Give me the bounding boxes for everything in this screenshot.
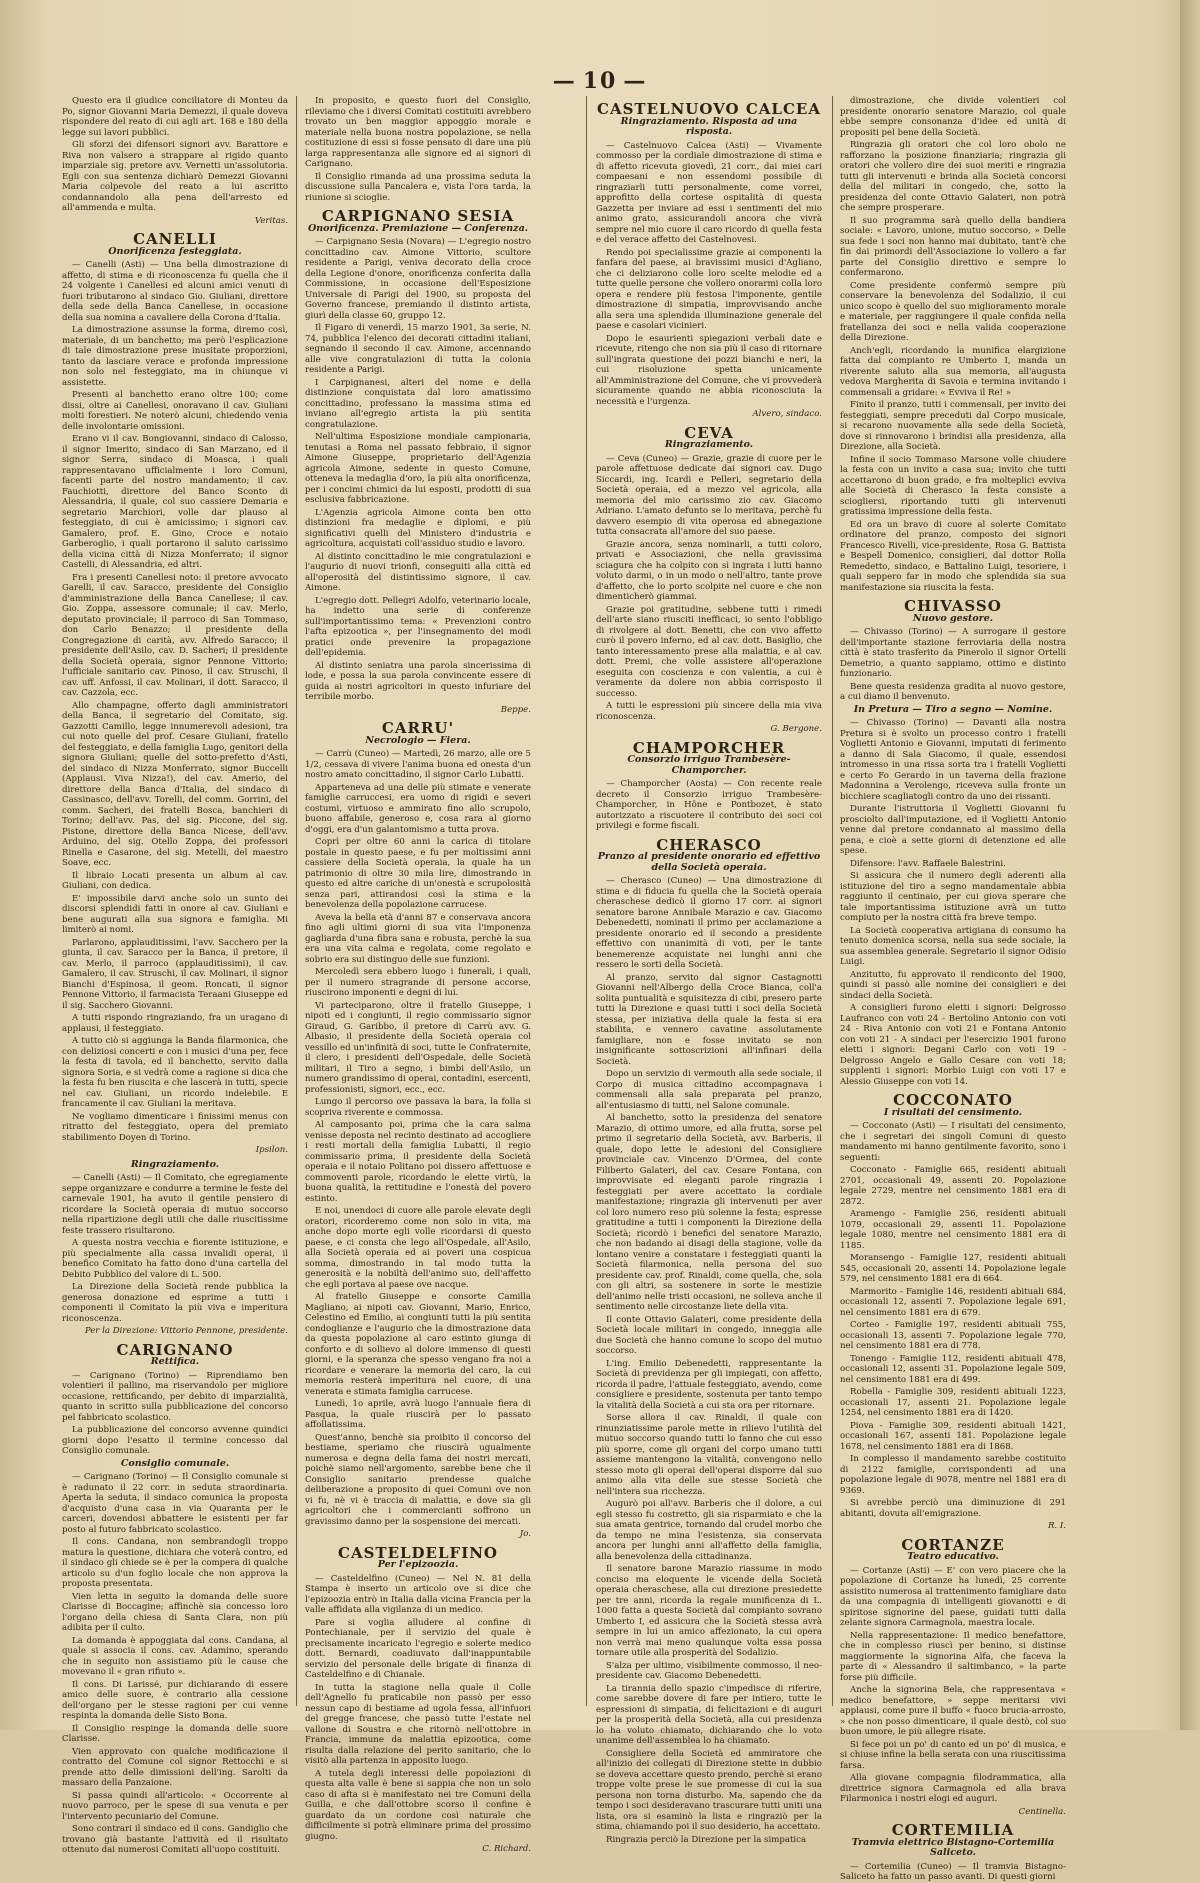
section-subheading: Consiglio comunale. bbox=[120, 1457, 230, 1469]
section-subheading: I risultati del censimento. bbox=[883, 1106, 1023, 1118]
article-paragraph: Ne vogliamo dimenticare i finissimi menus con ritratto del festeggiato, opera del premiato stabilimento Doyen di Torino. bbox=[62, 1111, 288, 1143]
article-paragraph: Dopo un servizio di vermouth alla sede sociale, il Corpo di musica cittadino accompagnava i commensali alla sala preparata pel pranzo, all'entusiasmo di tutti, nel Salone comunale. bbox=[596, 1069, 822, 1111]
section-heading: CANELLI bbox=[133, 230, 217, 248]
section-heading: CASTELDELFINO bbox=[338, 1543, 498, 1562]
article-paragraph: Il senatore barone Marazio riassume in modo conciso ma eloquente le vicende della Società operaia cheraschese, alla cui direzione presiedette per tre anni, ricorda la regale munificenza di L. 1000 fatta a questa Società dal compianto sovrano Umberto I, ed assicura che la Società stessa avrà sempre in lui un amico affezionato, la cui opera non verrà mai meno qualunque volta essa possa tornare utile alla prosperità del Sodalizio. bbox=[596, 1564, 822, 1658]
article-paragraph: — Carpignano Sesia (Novara) — L'egregio nostro concittadino cav. Aimone Vittorio, scultore residente a Parigi, veniva decorato della croce della Legione d'onore, onorificenza conferita dalla Commissione, in occasione dell'Esposizione Universale di Parigi del 1900, su proposta del Governo francese, premiando il distinto artista, giurì della classe 60, gruppo 12. bbox=[305, 237, 531, 321]
article-paragraph: Nella rappresentazione: Il medico benefattore, che in complesso riuscì per benino, si distinse maggiormente la signorina Alfa, che faceva la parte di « Alessandro il saltimbanco, » la parte forse più difficile. bbox=[840, 1630, 1066, 1683]
article-paragraph: Marmorito - Famiglie 146, residenti abituali 684, occasionali 12, assenti 7. Popolazione legale 691, nel censimento 1881 era di 679. bbox=[840, 1286, 1066, 1318]
article-paragraph: Il libraio Locati presenta un album al cav. Giuliani, con dedica. bbox=[62, 870, 288, 891]
article-paragraph: La Direzione della Società rende pubblica la generosa donazione ed esprime a tutti i componenti il Comitato la più viva e imperitura riconoscenza. bbox=[62, 1282, 288, 1324]
article-paragraph: Si fece poi un po' di canto ed un po' di musica, e si chiuse infine la bella serata con una riuscitissima farsa. bbox=[840, 1739, 1066, 1771]
article-paragraph: Rendo poi specialissime grazie ai componenti la fanfara del paese, ai bravissimi musici d'Agliano, che ci deliziarono colle loro scelte melodie ed a tutte quelle persone che vollero onorarmi colla loro opera e rendere più festosa l'imponente, gentile dimostrazione di simpatia, improvvisando anche alla sera una splendida illuminazione generale del paese e casolari vicinieri. bbox=[596, 247, 822, 331]
column-3 bbox=[596, 96, 822, 1845]
section-heading: CARPIGNANO SESIA bbox=[321, 207, 515, 225]
article-paragraph: Nell'ultima Esposizione mondiale campionaria, tenutasi a Roma nel passato febbraio, il signor Aimone Giuseppe, proprietario dell'Agenzia agricola Aimone, sedente in questo Comune, otteneva la medaglia d'oro, la più alta onorificenza, per i concimi chimici da lui esposti, prodotti di sua esclusiva fabbricazione. bbox=[305, 432, 531, 505]
article-paragraph: In tutta la stagione nella quale il Colle dell'Agnello fu praticabile non passò per esso nessun capo di bestiame ad ugola fessa, all'infuori del gregge francese, che passò tutte l'estate nel vallone di Soustra e che ritornò nell'ottobre in Francia, immune da malattia epizootica, come risulta dalla relazione del perito sanitario, che lo visitò alla partenza in apposito luogo. bbox=[305, 1682, 531, 1766]
article-signature: Ipsilon. bbox=[255, 1145, 288, 1155]
article-paragraph: Moransengo - Famiglie 127, residenti abituali 545, occasionali 20, assenti 14. Popolazione legale 579, nel censimento 1881 era di 664. bbox=[840, 1253, 1066, 1284]
article-paragraph: L'egregio dott. Pellegri Adolfo, veterinario locale, ha indetto una serie di conferenze sull'importantissimo tema: « Prevenzioni contro l'afta epizootica », per l'insegnamento dei modi pratici onde prevenire la propagazione dell'epidemia. bbox=[305, 595, 531, 658]
article-paragraph: — Cortanze (Asti) — E' con vero piacere che la popolazione di Cortanze ha lunedì, 25 corrente assistito numerosa al trattenimento famigliare dato da una compagnia di intelligenti giovanotti e di spiritose signorine del paese, guidati tutti dalla zelante signora Carmagnola, maestra locale. bbox=[840, 1565, 1066, 1628]
article-paragraph: — Chivasso (Torino) — Davanti alla nostra Pretura si è svolto un processo contro i fratelli Voglietti Antonio e Giovanni, imputati di ferimento a danno di Sala Giacomo, il quale, essendosi intromesso in una rissa sorta tra i fratelli Voglietti e certo Fo Gerardo in un taverna della frazione Madonnina a Verolengo, riceveva sulla fronte un bicchiere scagliatogli contro da uno dei rissanti. bbox=[840, 718, 1066, 802]
section-heading: CHAMPORCHER bbox=[632, 738, 786, 757]
article-paragraph: Al fratello Giuseppe e consorte Camilla Magliano, ai nipoti cav. Giovanni, Mario, Enrico, Celestino ed Emilio, ai congiunti tutti la più sentita condoglianze e l'augurio che la dimostrazione data da questa popolazione al caro estinto giunga di conforto e di sollievo al dolore immenso di questi giorni, e la speranza che spesso vengano fra noi a ricordare e venerare la memoria del caro, la cui memoria resterà imperitura nel cuore, di una venerata e stimata famiglia carrucese. bbox=[305, 1292, 531, 1397]
article-paragraph: Dopo le esaurienti spiegazioni verbali date e ricevute, ritengo che non sia più il caso di ritornare sull'ingrata questione dei pozzi bianchi e neri, la cui risoluzione spetta unicamente all'Amministrazione del Comune, che vi provvederà sicuramente quando ne abbia riconosciuta la necessità e l'urgenza. bbox=[596, 333, 822, 407]
article-paragraph: Pare si voglia alludere al confine di Pontechianale, per il servizio del quale è precisamente incaricato l'egregio e solerte medico dott. Bernardi, coadiuvato dall'inappuntabile servizio del personale delle brigate di finanza di Casteldelfino e di Chianale. bbox=[305, 1617, 531, 1680]
section-subheading: Nuovo gestore. bbox=[912, 612, 994, 624]
section-heading: CHERASCO bbox=[656, 835, 762, 854]
article-signature: Alvero, sindaco. bbox=[752, 409, 822, 419]
article-paragraph: — Canelli (Asti) — Il Comitato, che egregiamente seppe organizzare e condurre a termine le feste del carnevale 1901, ha avuto il gentile pensiero di ricordare la Società operaia di mutuo soccorso nella ripartizione degli utili che dalle riuscitissime feste trassero risultarono. bbox=[62, 1173, 288, 1236]
article-paragraph: Corteo - Famiglie 197, residenti abituali 755, occasionali 13, assenti 7. Popolazione legale 770, nel censimento 1881 era di 778. bbox=[840, 1320, 1066, 1351]
section-subheading: In Pretura — Tiro a segno — Nomine. bbox=[853, 703, 1053, 715]
article-paragraph: Il Figaro di venerdì, 15 marzo 1901, 3a serie, N. 74, pubblica l'elenco dei decorati cittadini italiani, segnando il secondo il cav. Aimone, accennando alle vive congratulazioni di tutta la colonia residente a Parigi. bbox=[305, 323, 531, 375]
article-paragraph: — Casteldelfino (Cuneo) — Nel N. 81 della Stampa è inserto un articolo ove si dice che l'epizoozia entrò in Italia dalla vicina Francia per la valle affidata alla vigilanza di un medico. bbox=[305, 1573, 531, 1615]
article-paragraph: Il conte Ottavio Galateri, come presidente della Società locale militari in congedo, inneggia alle due Società che hanno comune lo scopo del mutuo soccorso. bbox=[596, 1314, 822, 1356]
article-paragraph: Sono contrari il sindaco ed il cons. Gandiglio che trovano già bastante l'attività ed il risultato ottenuto dai numerosi Comitati all'uopo costituiti. bbox=[62, 1824, 288, 1855]
section-heading: CASTELNUOVO CALCEA bbox=[597, 100, 821, 118]
section-subheading: Ringraziamento. Risposta ad una risposta. bbox=[620, 115, 798, 137]
article-paragraph: A consiglieri furono eletti i signori: Delgrosso Laufranco con voti 24 - Bertolino Antonio con voti 24 - Riva Antonio con voti 21 e Fontana Antonio con voti 21 - A sindaci per l'esercizio 1901 furono eletti i signori: Degani Carlo con voti 19 - Delgrosso Angelo e Gallo Cesare con voti 18; supplenti i signori: Morbio Luigi con voti 17 e Alessio Giuseppe con voti 14. bbox=[840, 1003, 1066, 1087]
article-paragraph: Al banchetto, sotto la presidenza del senatore Marazio, di ottimo umore, ed alla frutta, sorse pel primo il segretario della Società, avv. Barberis, il quale, dopo lette le adesioni del Consigliere provinciale cav. Vincenzo D'Ormea, del conte Filiberto Galateri, del cav. Cesare Fontana, con improvvisate ed eleganti parole ringrazia i festeggiati per avere accettato la cordiale manifestazione; ringrazia gli intervenuti per aver col loro numero reso più solenne la festa; espresse gratitudine a tutti i componenti la Direzione della Società; ricordò i benefici del senatore Marazio, che non badando ai disagi della stagione, volle da lontano venire a constatare i festeggiati quanti la Società filarmonica, nella persona del suo presidente cav. prof. Rinaldi, come quella, che, sola con gli altri, sa sostenere in sorte le mestizie dell'animo nelle tristi occasioni, ne solleva anche il sentimento nelle circostanze liete della vita. bbox=[596, 1113, 822, 1312]
article-signature: G. Bergone. bbox=[770, 724, 822, 734]
column-rule bbox=[586, 96, 587, 1706]
article-paragraph: La domanda è appoggiata dal cons. Candana, al quale si associa il cons. cav. Adamino, sperando che in seguito non assistiamo più le cause che movevano il « gran rifiuto ». bbox=[62, 1635, 288, 1677]
section-subheading: Teatro educativo. bbox=[907, 1551, 999, 1562]
section-subheading: Consorzio irriguo Trambesère-Champorcher. bbox=[627, 754, 791, 776]
article-paragraph: La dimostrazione assunse la forma, diremo così, materiale, di un banchetto; ma però l'esplicazione di tale dimostrazione prese inusitate proporzioni, tanto da lasciare verace e profonda impressione non solo nel festeggiato, ma in chiunque vi assistette. bbox=[62, 325, 288, 388]
article-paragraph: Vi parteciparono, oltre il fratello Giuseppe, i nipoti ed i congiunti, il regio commissario signor Giraud, G. Garibbo, il pretore di Carrù avv. G. Albasio, il presidente della Società operaia col vessillo ed un'infinità di soci, tutte le Confraternite, il clero, i presidenti dell'Ospedale, delle Società militari, il Tiro a segno, i bimbi dell'Asilo, un numero grandissimo di operai, contadini, esercenti, professionisti, signori, ecc., ecc. bbox=[305, 1000, 531, 1095]
article-paragraph: — Chivasso (Torino) — A surrogare il gestore dell'importante stazione ferroviaria della nostra città è stato trasferito da Pinerolo il signor Ortelli Demetrio, a quanto sappiamo, ottimo e distinto funzionario. bbox=[840, 627, 1066, 679]
article-paragraph: — Ceva (Cuneo) — Grazie, grazie di cuore per le parole affettuose dedicate dai signori cav. Dugo Siccardi, ing. Icardi e Pelleri, segretario della Società operaia, ed a mezzo vel agricola, alla memoria del mio carissimo zio cav. Giacomo Adriano. L'amato defunto se lo meritava, perchè fu davvero esempio di vita operosa ed abnegazione tutta consacrata all'amore del suo paese. bbox=[596, 453, 822, 537]
article-paragraph: Grazie poi gratitudine, sebbene tutti i rimedi dell'arte siano riusciti inefficaci, io sento l'obbligo di rivolgere al dott. Benetti, che con vivo affetto curò il povero inferno, ed al cav. dott. Basiglio, che tanto interessamento prese alla malattia, e al cav. dott. Premi, che volle assistere all'operazione eseguita con coscienza e con valentia, a cui è veramente da dolere non abbia corrisposto il successo. bbox=[596, 604, 822, 699]
article-paragraph: La pubblicazione del concorso avvenne quindici giorni dopo l'esatto il termine concesso dal Consiglio comunale. bbox=[62, 1425, 288, 1456]
article-paragraph: Aveva la bella età d'anni 87 e conservava ancora fino agli ultimi giorni di sua vita l'imponenza gagliarda d'una fibra sana e robusta, perchè la sua era una vita calma e regolata, come regolato e sobrio era sui distinguo delle sue funzioni. bbox=[305, 912, 531, 965]
article-signature: Beppe. bbox=[500, 704, 531, 715]
section-subheading: Ringraziamento. bbox=[664, 439, 754, 450]
article-paragraph: Consigliere della Società ed ammiratore che all'inizio dei collegati di Direzione stette in dubbio se doveva accettare questo prendo, perchè si erano troppe volte prese le sue promesse di cui la sua persona non torna disturbo. Ma, sapendo che da tempo i soci desideravano trascurare tutti uniti una lista, ora si esaminò la lista e ringraziò per la stima, chiamando poi il suo desiderio, ha accettato. bbox=[596, 1748, 822, 1832]
article-paragraph: Ed ora un bravo di cuore al solerte Comitato ordinatore del pranzo, composto dei signori Francesco Rivelli, vice-presidente, Rosa G. Battista e Bespell Domenico, consiglieri, dal dottor Rolla Remedetto, sindaco, e Battalino Luigi, tesoriere, i quali seppero far in modo che splendida sia sua manifestazione sia riuscita la festa. bbox=[840, 519, 1066, 593]
article-paragraph: Questo era il giudice conciliatore di Monteu da Po, signor Giovanni Maria Demezzi, il quale doveva rispondere del reato di cui agli art. 168 e 180 della legge sui lavori pubblici. bbox=[62, 96, 288, 138]
article-paragraph: In complesso il mandamento sarebbe costituito di 2122 famiglie, corrispondenti ad una popolazione legale di 9078, mentre nel 1881 era di 9369. bbox=[840, 1454, 1066, 1496]
article-paragraph: Il cons. Di Larissé, pur dichiarando di essere amico delle suore, è contrario alla cessione dell'organo per le stesse ragioni per cui venne respinta la domanda delle Sisto Bona. bbox=[62, 1679, 288, 1721]
article-paragraph: Aramengo - Famiglie 256, residenti abituali 1079, occasionali 29, assenti 11. Popolazione legale 1080, mentre nel censimento 1881 era di 1185. bbox=[840, 1209, 1066, 1251]
section-heading: CARIGNANO bbox=[116, 1340, 234, 1359]
article-paragraph: — Cherasco (Cuneo) — Una dimostrazione di stima e di fiducia fu quella che la Società operaia cheraschese dedicò il giorno 17 corr. ai signori senatore barone Annibale Marazio e cav. Giacomo Debenedetti, nominati il primo per acclamazione a presidente onorario ed il secondo a presidente effettivo con unanimità di voti, per le tante benemerenze acquistate nei lunghi anni che ressero le sorti della Società. bbox=[596, 876, 822, 970]
article-paragraph: Quest'anno, benchè sia proibito il concorso del bestiame, speriamo che riuscirà ugualmente numerosa e degna della fama dei nostri mercati, poichè siamo nell'argomento, sarebbe bene che il Consiglio sanitario prendesse qualche deliberazione a proposito di quei Comuni ove non vi fu, nè vi è traccia di malattia, e dove sia gli agricoltori che i commercianti soffrono un gravissimo danno per la sospensione dei mercati. bbox=[305, 1432, 531, 1527]
article-paragraph: — Castelnuovo Calcea (Asti) — Vivamente commosso per la cordiale dimostrazione di stima e di affetto ricevuta giovedì, 21 corr., dai miei cari compaesani e non essendomi possibile di ringraziarli tutti personalmente, come vorrei, approfitto della cortese ospitalità di questa Gazzetta per inviare ad essi i sentimenti del mio animo grato, assicurandoli ancora che vivrà sempre nel mio cuore il caro ricordo di quella festa e del verace affetto dei Castelnovesi. bbox=[596, 140, 822, 245]
column-1 bbox=[62, 96, 288, 1855]
article-paragraph: Parlarono, applauditissimi, l'avv. Sacchero per la giunta, il cav. Saracco per la Banca, il pretore, il cav. Merlo, il parroco (applauditissimi), il cav. Gamalero, il cav. Struschi, il cav. Molinari, il signor Bianchi d'Espinosa, il geom. Roncati, il signor Pennone Vittorio, il farmacista Teraani Giuseppe ed il sig. Sacchero Giovanni. bbox=[62, 937, 288, 1011]
section-subheading: Pranzo al presidente onorario ed effettivo della Società operaia. bbox=[597, 851, 821, 873]
section-heading: CORTANZE bbox=[901, 1535, 1005, 1554]
article-paragraph: Fra i presenti Canellesi noto: il pretore avvocato Garelli, il cav. Saracco, presidente del Consiglio d'amministrazione della Banca Canellese; il cav. Gio. Zoppa, assessore comunale; il cav. Merlo, deputato provinciale; il parroco di San Tommaso, don Carlo Benazzo; il presidente della Congregazione di carità, avv. Alfredo Saracco; il presidente dell'Asilo, cav. D. Sacheri; il presidente della Società operaia, signor Pennone Vittorio; l'ufficiale sanitario cav. Pinoso, il cav. Struschi, il cav. uff. Anfossi, il cav. Molinari, il dott. Saracco, il cav. Cazzola, ecc. bbox=[62, 572, 288, 698]
article-paragraph: Robella - Famiglie 309, residenti abituali 1223, occasionali 17, assenti 21. Popolazione legale 1254, nel censimento 1881 era di 1420. bbox=[840, 1387, 1066, 1418]
article-paragraph: Il Consiglio rimanda ad una prossima seduta la discussione sulla Pancalera e, vista l'ora tarda, la riunione si scioglie. bbox=[305, 171, 531, 203]
page-fold bbox=[1180, 0, 1200, 1730]
article-paragraph: Al pranzo, servito dal signor Castagnotti Giovanni nell'Albergo della Croce Bianca, coll'a solita puntualità e squisitezza di cibi, presero parte tutti la Direzione e quasi tutti i soci della Società stessa, per iniziativa della quale la festa si era stabilita, e vennero cavatine assolutamente famigliare, non e fosse invitato se non insignificante sottoscrizioni all'infinari della Società. bbox=[596, 972, 822, 1067]
article-paragraph: Presenti al banchetto erano oltre 100; come dissi, oltre ai Canellesi, onoravano il cav. Giuliani molti forestieri. Ne noterò alcuni, chiedendo venia delle involontarie omissioni. bbox=[62, 390, 288, 432]
article-paragraph: In proposito, e questo fuori del Consiglio, rileviamo che i diversi Comitati costituiti avrebbero trovato un ben maggior appoggio morale e materiale nella buona nostra popolazione, se nella costituzione di essi si fosse pensato di dare una più larga rappresentanza alle signore ed ai signori di Carignano. bbox=[305, 96, 531, 169]
section-heading: CHIVASSO bbox=[904, 597, 1002, 615]
article-paragraph: Augurò poi all'avv. Barberis che il dolore, a cui egli stesso fu costretto, gli sia risparmiato e che la sua amata gentrice, tornando dal crudel morbo che da tempo ne mina l'esistenza, sia conservata ancora per lunghi anni all'affetto della famiglia, alla benevolenza della cittadinanza. bbox=[596, 1499, 822, 1562]
article-paragraph: Anche la signorina Bela, che rappresentava « medico benefattore, » seppe meritarsi vivi applausi, come pure il buffo « fuoco brucia-arrosto, » che non posso dimenticare, il quale destò, col suo buon umore, le più allegre risate. bbox=[840, 1685, 1066, 1737]
article-paragraph: Tonengo - Famiglie 112, residenti abituali 478, occasionali 12, assenti 31. Popolazione legale 509, nel censimento 1881 era di 499. bbox=[840, 1353, 1066, 1385]
article-paragraph: Anch'egli, ricordando la munifica elargizione fatta dal compianto re Umberto I, manda un riverente saluto alla sua memoria, all'augusta vedova Margherita di Savoia e termina invitando i commensali a gridare: « Evviva il Re! » bbox=[840, 345, 1066, 398]
section-subheading: Onorificenza. Premiazione — Conferenza. bbox=[307, 222, 529, 234]
article-paragraph: Alla giovane compagnia filodrammatica, alla direttrice signora Carmagnola ed alla brava Filarmonica i nostri elogi ed auguri. bbox=[840, 1773, 1066, 1804]
article-paragraph: Si passa quindi all'articolo: « Occorrente al nuovo parroco, per le spese di sua venuta e per l'intervento pecuniario del Comune. bbox=[62, 1790, 288, 1822]
page-number: — 10 — bbox=[530, 68, 670, 94]
article-paragraph: Ringrazia perciò la Direzione per la simpatica bbox=[606, 1834, 807, 1845]
section-subheading: Necrologio — Fiera. bbox=[365, 734, 471, 746]
article-paragraph: Infine il socio Tommaso Marsone volle chiudere la festa con un invito a casa sua; invito che tutti accettarono di buon grado, e fra molteplici evviva alle Società di Cherasco la festa consiste a sciogliersi, riportando tutti gli intervenuti gratissima impressione della festa. bbox=[840, 454, 1066, 517]
article-paragraph: A questa nostra vecchia e fiorente istituzione, e più specialmente alla cassa invalidi operai, il benefico Comitato ha fatto dono d'una cartella del Debito Pubblico del valore di L. 500. bbox=[62, 1238, 288, 1280]
article-paragraph: Ringrazia gli oratori che col loro obolo ne rafforzano la posizione finanziaria; ringrazia gli oratori che vollero dire dei suoi meriti e ringrazia tutti gli intervenuti e brinda alla Società concorsi della del militari in congedo, che, sotto la presidenza del conte Ottavio Galateri, non potrà che sempre prosperare. bbox=[840, 140, 1066, 213]
article-paragraph: Bene questa residenza gradita al nuovo gestore, a cui diamo il benvenuto. bbox=[840, 681, 1066, 702]
article-paragraph: Si avrebbe perciò una diminuzione di 291 abitanti, dovuta all'emigrazione. bbox=[840, 1498, 1066, 1519]
article-paragraph: dimostrazione, che divide volentieri col presidente onorario senatore Marazio, col quale ebbe sempre consonanza d'idee ed unità di propositi pel bene della Società. bbox=[840, 96, 1066, 138]
article-paragraph: Difensore: l'avv. Raffaele Balestrini. bbox=[850, 858, 1006, 869]
column-2 bbox=[305, 96, 531, 1854]
article-paragraph: Vien approvato con qualche modificazione il contratto del Comune col signor Rettocchi e si prende atto delle dimissioni dell'ing. Sarolti da massaro della Panzaione. bbox=[62, 1746, 288, 1788]
article-paragraph: Vien letta in seguito la domanda delle suore Clarisse di Boccagine; affinchè sia concesso loro l'organo della chiesa di Santa Clara, non più adibita per il culto. bbox=[62, 1591, 288, 1633]
article-paragraph: — Champorcher (Aosta) — Con recente reale decreto il Consorzio irriguo Trambesère-Champorcher, in Hône e Pontbozet, è stato autorizzato a riscuotere il contributo dei soci coi privilegi e forme fiscali. bbox=[596, 779, 822, 831]
article-paragraph: L'ing. Emilio Debenedetti, rappresentante la Società di previdenza per gli impiegati, con affetto, ricorda il padre, l'attuale festeggiato, avendo, come consigliere e presidente, sostenuta per tanto tempo la vitalità della Società a cui sta ora per ritornare. bbox=[596, 1358, 822, 1411]
article-paragraph: Mercoledì sera ebbero luogo i funerali, i quali, per il numero stragrande di persone accorse, riuscirono imponenti e degni di lui. bbox=[305, 967, 531, 998]
article-signature: Jo. bbox=[519, 1529, 531, 1539]
article-paragraph: — Carignano (Torino) — Il Consiglio comunale si è radunato il 22 corr. in seduta straordinaria. Aperta la seduta, il sindaco comunica la proposta d'acquisto d'una casa in via Quaranta per le carceri, dovendosi abbattere le esistenti per far posto al futuro fabbricato scolastico. bbox=[62, 1472, 288, 1535]
article-signature: Per la Direzione: Vittorio Pennone, presidente. bbox=[84, 1326, 288, 1336]
article-paragraph: Coprì per oltre 60 anni la carica di titolare postale in questo paese, e fu per moltissimi anni cassiere della Società operaia, la quale ha un patrimonio di oltre 30 mila lire, dimostrando in questo ed altre cariche di un'onestà e scrupolosità senza pari, attirandosi così la stima e la benevolenza della popolazione carrucese. bbox=[305, 837, 531, 910]
column-rule bbox=[832, 96, 833, 1706]
article-paragraph: — Canelli (Asti) — Una bella dimostrazione di affetto, di stima e di riconoscenza fu quella che il 24 volgente i Canellesi ed alcuni amici venuti di fuori tributarono al sindaco Gio. Giuliani, direttore della sede della Banca Canellese, in occasione della sua nomina a cavaliere della Corona d'Italia. bbox=[62, 260, 288, 323]
article-signature: Veritas. bbox=[254, 215, 288, 226]
section-subheading: Rettifica. bbox=[150, 1356, 200, 1367]
section-subheading: Tramvia elettrico Bistagno-Cortemilia Saliceto. bbox=[851, 1836, 1055, 1858]
section-heading: CEVA bbox=[684, 423, 734, 442]
column-4 bbox=[840, 96, 1066, 1882]
article-paragraph: Il cons. Candana, non sembrandogli troppo matura la questione, dichiara che voterà contro, ed il sindaco gli chiede se è per la compera di qualche articolo su d'un foglio locale che non approva la proposta presentata. bbox=[62, 1537, 288, 1589]
article-paragraph: Anzitutto, fu approvato il rendiconto del 1900, quindi si passò alle nomine dei consiglieri e dei sindaci della Società. bbox=[840, 969, 1066, 1001]
article-paragraph: Allo champagne, offerto dagli amministratori della Banca, il segretario del Comitato, sig. Gazzotti Camillo, legge innumerevoli adesioni, tra cui noto quelle del prof. Cesare Giuliani, fratello del festeggiato, e della famiglia Lugo, genitori della signora Giuliani; quelle del sotto-prefetto d'Asti, del sindaco di Nizza Monferrato, signor Buccelli (Applausi. Viva Nizza!), del cav. Amerio, del direttore della Banca d'Italia, del sindaco di Cassinasco, dell'avv. Torelli, del comm. Gorrini, del comm. Sacheri, dei fratelli Bosca, banchieri di Torino; dell'avv. Pas, del sig. Piccone, del sig. Pistone, direttore della Banca Nicese, dell'avv. Arduino, del sig. Otello Zoppa, dei professori Rinella e Casarone, del sig. Metelli, del maestro Soave, ecc. bbox=[62, 700, 288, 868]
article-paragraph: Lunedì, 1o aprile, avrà luogo l'annuale fiera di Pasqua, la quale riuscirà per lo passato affollatissima. bbox=[305, 1399, 531, 1430]
article-paragraph: — Carignano (Torino) — Riprendiamo ben volentieri il pallino, ma riservandolo per migliore occasione, rettificando, per debito di imparzialità, quanto in scritto sulla pubblicazione del concorso pel fabbricato scolastico. bbox=[62, 1370, 288, 1423]
article-paragraph: — Carrù (Cuneo) — Martedì, 26 marzo, alle ore 5 1/2, cessava di vivere l'anima buona ed onesta d'un nostro amato concittadino, il signor Carlo Lubatti. bbox=[305, 749, 531, 780]
article-paragraph: Al camposanto poi, prima che la cara salma venisse deposta nel recinto destinato ad accogliere i resti mortali della famiglia Lubatti, il regio commissario prima, il presidente della Società operaia e il notaio Politano poi dissero affettuose e commoventi parole, ricordando le elette virtù, la buona qualità, la rettitudine e l'onestà del povero estinto. bbox=[305, 1120, 531, 1204]
section-heading: CARRU' bbox=[381, 719, 455, 737]
article-signature: C. Richard. bbox=[482, 1844, 531, 1854]
section-heading: COCCONATO bbox=[893, 1091, 1013, 1109]
article-paragraph: A tutti le espressioni più sincere della mia viva riconoscenza. bbox=[596, 701, 822, 722]
article-paragraph: A tutela degli interessi delle popolazioni di questa alta valle è bene si sappia che non un solo caso di afta si è manifestato nei tre Comuni della Guilla, e che dall'ottobre scorso il confine è guardato da un cordone così naturale che difficilmente si potrà eliminare prima del prossimo giugno. bbox=[305, 1768, 531, 1842]
article-signature: Centinella. bbox=[1018, 1806, 1066, 1817]
section-subheading: Onorificenza festeggiata. bbox=[108, 245, 242, 257]
article-paragraph: Al distinto concittadino le mie congratulazioni e l'augurio di nuovi trionfi, conseguiti alla città ed all'operosità del distintissimo signore, il cav. Aimone. bbox=[305, 551, 531, 593]
article-paragraph: Sorse allora il cav. Rinaldi, il quale con rinunziatissime parole mette in rilievo l'utilità del mutuo soccorso quando tutti lo fanno che cui esso più sporre, come gli organi del corpo umano tutti assieme mantengono la vitalità, convengono nello stesso moto gli operai dell'operai disporre dal suo animo alla vita delle sue stesse Società che nell'intera sua ricchezza. bbox=[596, 1413, 822, 1497]
article-paragraph: La tirannia dello spazio c'impedisce di riferire, come sarebbe dovere di fare per intiero, tutte le espressioni di simpatia, di felicitazioni e di auguri per la prosperità della Società, alla cui presidenza lo ha voluto chiamato, dichiarando che lo voto unanime dell'assemblea lo ha chiamato. bbox=[596, 1683, 822, 1746]
article-paragraph: — Cocconato (Asti) — I risultati del censimento, che i segretari dei singoli Comuni di questo mandamento mi hanno gentilmente favorito, sono i seguenti: bbox=[840, 1121, 1066, 1163]
article-paragraph: Al distinto seniatra una parola sincerissima di lode, e possa la sua parola convincente essere di guida ai nostri agricoltori in questo infuriare del terribile morbo. bbox=[305, 660, 531, 702]
column-rule bbox=[296, 96, 297, 1706]
article-paragraph: Apparteneva ad una delle più stimate e venerate famiglie carruccesi, era uomo di rigidi e severi costumi, virtuoso e ammirato fino allo scrupolo, buono affabile, generoso e, cosa rara al giorno d'oggi, era d'un galantomismo a tutta prova. bbox=[305, 782, 531, 835]
article-paragraph: — Cortemilia (Cuneo) — Il tramvia Bistagno-Saliceto ha fatto un passo avanti. Di questi giorni bbox=[840, 1861, 1066, 1882]
article-paragraph: E noi, unendoci di cuore alle parole elevate degli oratori, ricorderemo come non solo in vita, ma anche dopo morte egli volle ricordarsi di questo paese, e ci consta che lego all'Ospedale, all'Asilo, alla Società operaia ed ai poveri una cospicua somma, dimostrando in tal modo tutta la generosità e la nobiltà dell'animo suo, dell'affetto che egli portava al paese ove nacque. bbox=[305, 1206, 531, 1290]
article-paragraph: Il suo programma sarà quello della bandiera sociale: « Lavoro, unione, mutuo soccorso, » Delle sua fede i soci non hanno mai dubitato, tant'è che fin dai primordi dell'Associazione lo vollero a far parte del Consiglio direttivo e sempre lo confermarono. bbox=[840, 215, 1066, 278]
article-paragraph: E' impossibile darvi anche solo un sunto dei discorsi splendidi fatti in onore al cav. Giuliani e bene augurati alla sua signora e famiglia. Mi limiterò ai nomi. bbox=[62, 893, 288, 935]
article-signature: R. I. bbox=[1047, 1521, 1066, 1531]
article-paragraph: A tutti rispondo ringraziando, fra un uragano di applausi, il festeggiato. bbox=[62, 1013, 288, 1034]
article-paragraph: Si assicura che il numero degli aderenti alla istituzione del tiro a segno mandamentale abbia raggiunto il centinaio, per cui giova sperare che tale importantissima istituzione avrà un tutto compiuto per la nostra città fra breve tempo. bbox=[840, 871, 1066, 923]
article-paragraph: I Carpignanesi, alteri del nome e della distinzione conquistata dal loro amatissimo concittadino, professano la massima stima ed inviano all'egregio artista la più sentita congratulazione. bbox=[305, 377, 531, 430]
article-paragraph: La Società cooperativa artigiana di consumo ha tenuto domenica scorsa, nella sua sede sociale, la sua assemblea generale. Segretario il signor Odisio Luigi. bbox=[840, 925, 1066, 967]
article-paragraph: Come presidente confermò sempre più conservare la benevolenza del Sodalizio, il cui unico scopo è quello del suo miglioramento morale e materiale, per raggiungere il quale confida nella fratellanza dei soci e nella valida cooperazione della Direzione. bbox=[840, 280, 1066, 343]
article-paragraph: Gli sforzi dei difensori signori avv. Barattore e Riva non valsero a strappare al rigido quanto imparziale sig. pretore avv. Vernetti un'assolutoria. Egli con sua sentenza dichiarò Demezzi Giovanni Maria colpevole del reato a lui ascritto condannandolo alla pena dell'arresto ed all'ammenda e multa. bbox=[62, 140, 288, 213]
article-paragraph: Cocconato - Famiglie 665, residenti abituali 2701, occasionali 49, assenti 20. Popolazione legale 2729, mentre nel censimento 1881 era di 2872. bbox=[840, 1165, 1066, 1207]
section-subheading: Per l'epizoozia. bbox=[377, 1559, 459, 1570]
article-paragraph: A tutto ciò si aggiunga la Banda filarmonica, che con deliziosi concerti e con i musici d'una per, fece la festa di tavola, ed il banchetto, servito dalla signora Soria, e si vedrà come a ragione si dica che la festa fu ben riuscita e che lascerà in tutti, specie nel cav. Giuliani, un ricordo indelebile. E francamente il cav. Giuliani la meritava. bbox=[62, 1036, 288, 1109]
section-heading: CORTEMILIA bbox=[891, 1821, 1015, 1839]
article-paragraph: Grazie ancora, senza nominarli, a tutti coloro, privati e Associazioni, che nella gravissima sciagura che ha colpito con sì ingrata i lutti hanno voluto darmi, o in un modo o nell'altro, tante prove d'affetto, che lo porto scolpite nel cuore e che non dimenticherò giammai. bbox=[596, 539, 822, 602]
article-paragraph: Durante l'istruttoria il Voglietti Giovanni fu prosciolto dall'imputazione, ed il Voglietti Antonio venne dal pretore condannato al massimo della pena, e cioè a sette giorni di detenzione ed alle spese. bbox=[840, 804, 1066, 856]
article-paragraph: L'Agenzia agricola Aimone conta ben otto distinzioni fra medaglie e diplomi, e più significativi quelli del Ministero d'industria e agricoltura, acquistati coll'assiduo studio e lavoro. bbox=[305, 507, 531, 549]
article-paragraph: Lungo il percorso ove passava la bara, la folla si scopriva riverente e commossa. bbox=[305, 1097, 531, 1118]
article-paragraph: Il Consiglio respinge la domanda delle suore Clarisse. bbox=[62, 1723, 288, 1744]
article-paragraph: Erano vi il cav. Bongiovanni, sindaco di Calosso, il signor Imerito, sindaco di San Marzano, ed il signor Serra, sindaco di Moasca, i quali rappresentavano ufficialmente i loro Comuni, facenti parte del nostro mandamento; il cav. Fauchiotti, direttore del Banco Sconto di Alessandria, il quale, col suo cassiere Demaria e segretario Marchiori, volle dar plauso al festeggiato, di cui è amicissimo; i signori cav. Gamalero, prof. E. Gino, Croce e notaio Garberoglio, i quali portarono il saluto carissimo della vicina città di Nizza Monferrato; il signor Castelli, di Alessandria, ed altri. bbox=[62, 434, 288, 570]
article-paragraph: Piova - Famiglie 309, residenti abituali 1421, occasionali 167, assenti 181. Popolazione legale 1678, nel censimento 1881 era di 1868. bbox=[840, 1420, 1066, 1452]
article-paragraph: Finito il pranzo, tutti i commensali, per invito dei festeggiati, sempre preceduti dal Corpo musicale, si recarono nuovamente alla sede della Società, dove si rinnovarono i brindisi alla presidenza, alla Direzione, alla Società. bbox=[840, 400, 1066, 452]
article-paragraph: S'alza per ultimo, visibilmente commosso, il neo-presidente cav. Giacomo Debenedetti. bbox=[596, 1660, 822, 1681]
section-subheading: Ringraziamento. bbox=[130, 1158, 220, 1170]
